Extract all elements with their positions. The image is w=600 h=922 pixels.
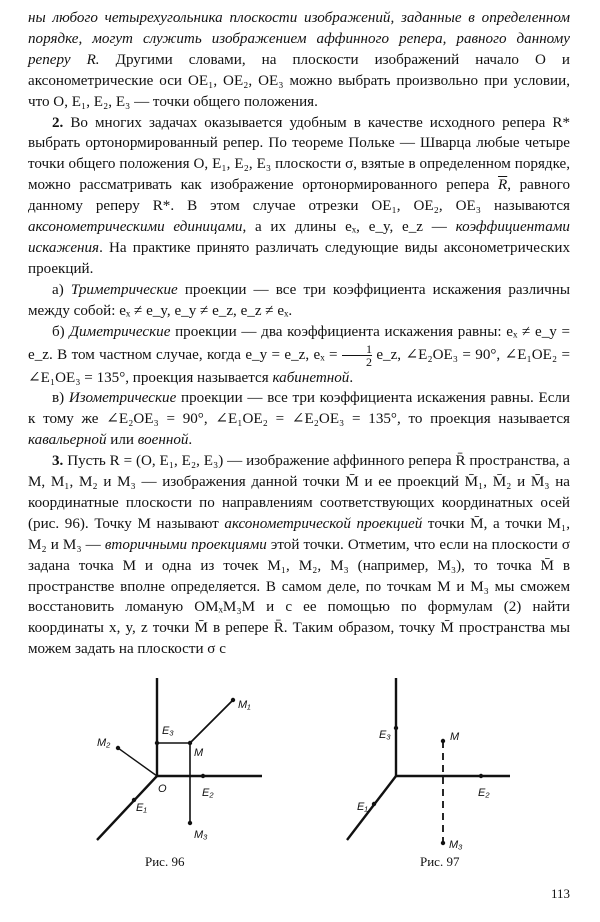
text: . — [349, 369, 354, 386]
item-number: 3. — [52, 453, 64, 470]
term: коэффициентами искажения — [28, 219, 570, 256]
label-e2: E₂ — [202, 787, 214, 799]
label-m1: M₁ — [238, 699, 251, 711]
term: Диметрические — [69, 323, 171, 340]
point-e2 — [201, 774, 205, 778]
axis-y — [97, 776, 157, 840]
text: Во многих задачах оказывается удобным в качестве исходного репера R* выбрать ортонормированный репер. По теореме Польке — Шварца любые четыре точки общего положения O, E₁, E₂, E₃ плоскости σ, взятые в определенном порядке, можно рассматривать как изображение ортонормированного репера — [28, 114, 570, 194]
text: Пусть R = (O, E₁, E₂, E₃) — изображение аффинного репера R̄ пространства, а M, M₁, M₂ и M₃ — изображения данной точки M̄ и ее проекций M̄₁, M̄₂ и M̄₃ на координатные плоскости по направлениям соответствующих координатных осей (рис. 96). Точку M называют — [28, 453, 570, 532]
item-label: б) — [52, 323, 70, 340]
term: вторичными проекциями — [104, 536, 267, 553]
term: аксонометрической проекцией — [224, 515, 423, 532]
item-label: в) — [52, 390, 69, 407]
figure-96-labels — [97, 699, 251, 841]
paragraph-b — [28, 322, 570, 389]
label-m3: M₃ — [194, 829, 208, 841]
text: Другими словами, на плоскости изображений начало O и аксонометрические оси OE₁, OE₂, OE₃ можно выбрать произвольно при условии, что O, E₁, E₂, E₃ — точки общего положения. — [28, 51, 570, 110]
label-e2: E₂ — [478, 787, 490, 799]
text: проекции — все три коэффициента искажения различны между собой: eₓ ≠ e_y, e_y ≠ e_z, e_z ≠ eₓ. — [28, 281, 570, 319]
point-e2 — [479, 774, 483, 778]
segment-m-m1 — [190, 700, 233, 743]
text: проекции — два коэффициента искажения равны: eₓ ≠ e_y = e_z. В том частном случае, когда e_y = e_z, eₓ = — [28, 323, 571, 363]
label-m: M — [194, 747, 204, 759]
text: , равного данному реперу R*. В этом случае отрезки OE₁, OE₂, OE₃ называются — [28, 177, 570, 215]
text: точки M̄, а точки M₁, M₂ и M₃ — — [28, 515, 571, 553]
figure-96-caption: Рис. 96 — [145, 854, 185, 869]
term: кабинетной — [272, 369, 350, 386]
term: аксонометрическими единицами — [28, 219, 243, 236]
text: или — [106, 432, 138, 449]
figures — [0, 668, 600, 878]
figure-97 — [347, 678, 510, 845]
label-e3: E₃ — [379, 729, 391, 741]
label-e1: E₁ — [357, 801, 368, 813]
page-number: 113 — [550, 886, 570, 901]
term: кавальерной — [28, 432, 107, 449]
point-e3 — [155, 741, 159, 745]
text: , а их длины eₓ, e_y, e_z — — [242, 219, 456, 236]
text-italic: ны любого четырехугольника плоскости изображений, заданные в определенном порядке, могут служить изображением аффинного репера, равного данному реперу R. — [28, 10, 570, 68]
math-symbol: $\overline{R}$ — [497, 177, 508, 194]
axis-y — [347, 776, 396, 840]
item-number: 2. — [52, 114, 64, 131]
point-m1 — [231, 698, 235, 702]
page-body — [28, 8, 570, 660]
item-label: а) — [52, 281, 71, 298]
term: Изометрические — [68, 390, 177, 407]
point-m2 — [116, 746, 120, 750]
paragraph-2 — [28, 113, 570, 280]
label-m: M — [450, 731, 460, 743]
label-e1: E₁ — [136, 802, 147, 814]
point-m — [441, 739, 445, 743]
point-m — [188, 741, 192, 745]
label-e3: E₃ — [162, 725, 174, 737]
text: проекции — все три коэффициента искажения равны. Если к тому же ∠E₂OE₃ = 90°, ∠E₁OE₂ = ∠E₂OE₃ = 135°, то проекция называется — [28, 390, 570, 428]
fraction-denominator: 2 — [342, 355, 372, 368]
point-m3 — [188, 821, 192, 825]
paragraph-c — [28, 388, 570, 451]
point-e1 — [372, 802, 376, 806]
figure-diagrams — [0, 668, 600, 878]
term: военной — [137, 432, 189, 449]
fraction-numerator: 1 — [365, 341, 372, 356]
fraction — [342, 343, 372, 368]
label-o: O — [158, 783, 167, 795]
point-e3 — [394, 726, 398, 730]
figure-97-labels — [357, 729, 490, 851]
label-m3: M₃ — [449, 839, 463, 851]
paragraph-a — [28, 280, 570, 322]
figure-97-caption: Рис. 97 — [420, 854, 460, 869]
text: . — [188, 432, 193, 449]
term: Триметрические — [70, 281, 178, 298]
text: этой точки. Отметим, что если на плоскости σ задана точка M и одна из точек M₁, M₂, M₃ (например, M₃), то точка M̄ в пространстве вполне определяется. В самом деле, по точкам M и M₃ мы сможем восстановить ломаную OMₓM₃M и с ее помощью по формулам (2) найти координаты x, y, z точки M̄ в репере R̄. Таким образом, точку M̄ пространства мы можем задать на плоскости σ с — [28, 536, 570, 658]
paragraph-3 — [28, 451, 570, 660]
text: e_z, ∠E₂OE₃ = 90°, ∠E₁OE₂ = ∠E₁OE₃ = 135°, проекция называется — [28, 346, 570, 386]
paragraph-intro — [28, 8, 570, 113]
point-m3 — [441, 841, 445, 845]
text: . На практике принято различать следующие виды аксонометрических проекций. — [28, 239, 570, 277]
segment-m2-o — [118, 748, 157, 776]
label-m2: M₂ — [97, 737, 111, 749]
